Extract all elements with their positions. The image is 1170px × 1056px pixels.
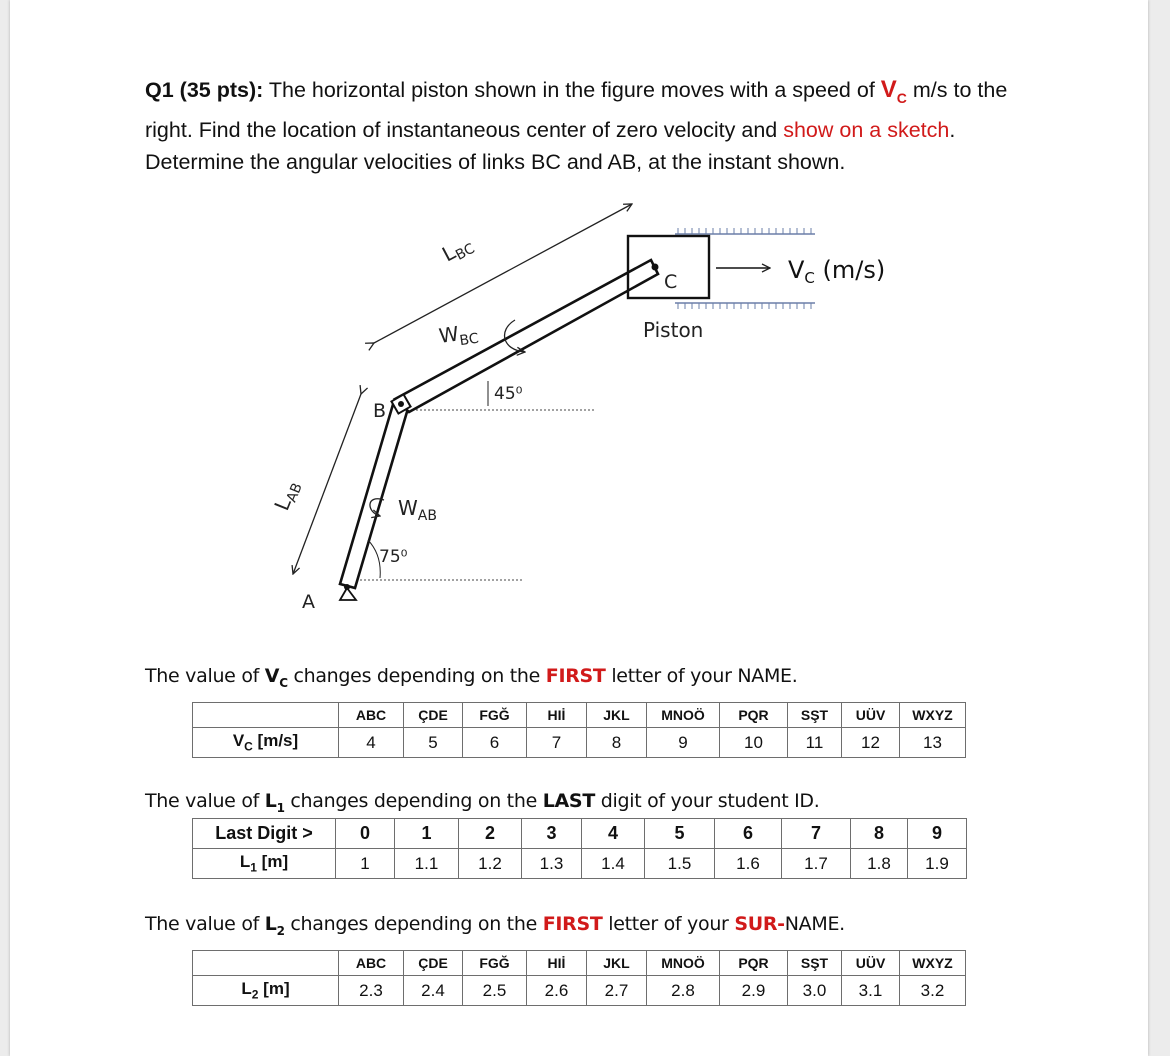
caption-l1: The value of $L_1$ changes depending on the LAST digit of your student ID. [145,790,820,815]
last-digit-label: Last Digit > [193,819,336,849]
question-red-text: show on a sketch [783,117,950,142]
table-header-cell: ABC [339,951,404,976]
piston-label: Piston [643,318,704,342]
pin-a [344,584,350,590]
table-value-cell: 1.6 [715,849,782,879]
table-value-cell: 2.9 [720,976,788,1006]
point-c-label: C [664,271,678,293]
lbc-dimension-line [374,204,632,343]
l1-table-value-row [193,849,967,879]
question-label: Q1 (35 pts): [145,78,264,102]
table-value-cell: 1.8 [851,849,908,879]
angle-75-label: 75⁰ [379,547,408,567]
table-header-cell: WXYZ [900,951,966,976]
lab-label: $L_{AB}$ [269,480,306,514]
table-value-cell: 1.9 [908,849,967,879]
table-header-cell: JKL [587,703,647,728]
table-value-cell: 1 [336,849,395,879]
table-header-cell: ABC [339,703,404,728]
table-header-cell: HIİ [527,951,587,976]
point-a-label: A [302,591,315,613]
table-header-cell: 4 [582,819,645,849]
pin-b-center [398,401,404,407]
table-header-cell: FGĞ [463,703,527,728]
table-value-cell: 1.1 [395,849,459,879]
wab-label: $W_{AB}$ [398,496,437,524]
l2-table-header-row [193,951,966,976]
table-value-cell: 8 [587,728,647,758]
l1-table-header-row [193,819,967,849]
vc-table [192,702,966,758]
table-value-cell: 2.7 [587,976,647,1006]
link-bc [395,260,658,412]
table-header-cell: MNOÖ [647,703,720,728]
table-value-cell: 2.5 [463,976,527,1006]
table-value-cell: 7 [527,728,587,758]
l1-row-label: $L_1$ [m] [193,849,336,879]
question-text-part1: The horizontal piston shown in the figure moves with a speed of [263,78,881,102]
table-header-cell: SŞT [788,703,842,728]
table-header-cell: 5 [645,819,715,849]
table-header-cell: 1 [395,819,459,849]
table-value-cell: 2.6 [527,976,587,1006]
table-header-cell: 0 [336,819,395,849]
caption-vc: The value of $V_C$ changes depending on the FIRST letter of your NAME. [145,665,798,690]
vc-row-label: $V_C$ [m/s] [193,728,339,758]
table-header-cell: 9 [908,819,967,849]
table-header-cell: JKL [587,951,647,976]
pin-c [652,264,659,271]
table-header-cell: ÇDE [404,951,463,976]
table-value-cell: 1.2 [459,849,522,879]
mechanism-figure [10,0,1148,640]
table-value-cell: 12 [842,728,900,758]
l2-table-corner [193,951,339,976]
table-value-cell: 2.3 [339,976,404,1006]
table-header-cell: HIİ [527,703,587,728]
table-value-cell: 6 [463,728,527,758]
table-value-cell: 3.1 [842,976,900,1006]
table-value-cell: 1.5 [645,849,715,879]
table-value-cell: 2.8 [647,976,720,1006]
table-header-cell: UÜV [842,703,900,728]
table-header-cell: 6 [715,819,782,849]
vc-table-corner [193,703,339,728]
table-header-cell: ÇDE [404,703,463,728]
lbc-label: $L_{BC}$ [438,239,478,267]
table-header-cell: 8 [851,819,908,849]
table-value-cell: 9 [647,728,720,758]
question-text-part2: m/s to the right. Find the location of instantaneous center of zero velocity and [145,78,1008,142]
table-header-cell: 7 [782,819,851,849]
table-header-cell: 3 [522,819,582,849]
document-page [10,0,1148,1056]
l2-row-label: $L_2$ [m] [193,976,339,1006]
table-value-cell: 10 [720,728,788,758]
caption-l2: The value of $L_2$ changes depending on the FIRST letter of your SUR-NAME. [145,913,845,938]
table-value-cell: 4 [339,728,404,758]
point-b-label: B [373,400,387,422]
l2-table [192,950,966,1006]
wbc-label: $W_{BC}$ [437,321,480,350]
l2-table-value-row [193,976,966,1006]
table-value-cell: 1.3 [522,849,582,879]
table-value-cell: 3.0 [788,976,842,1006]
vc-figure-label: $V_C$ (m/s) [788,256,886,287]
table-header-cell: PQR [720,703,788,728]
table-value-cell: 11 [788,728,842,758]
vc-table-header-row [193,703,966,728]
table-header-cell: SŞT [788,951,842,976]
vc-table-value-row [193,728,966,758]
table-value-cell: 1.7 [782,849,851,879]
l1-table [192,818,967,879]
table-value-cell: 3.2 [900,976,966,1006]
angle-45-label: 45⁰ [494,384,523,404]
table-header-cell: MNOÖ [647,951,720,976]
table-header-cell: 2 [459,819,522,849]
table-value-cell: 13 [900,728,966,758]
vc-symbol: $V_C$ [880,76,907,106]
table-value-cell: 1.4 [582,849,645,879]
table-value-cell: 2.4 [404,976,463,1006]
table-header-cell: FGĞ [463,951,527,976]
question-text-part3: . Determine the angular velocities of links BC and AB, at the instant shown. [145,117,956,174]
table-header-cell: WXYZ [900,703,966,728]
table-header-cell: UÜV [842,951,900,976]
table-header-cell: PQR [720,951,788,976]
table-value-cell: 5 [404,728,463,758]
